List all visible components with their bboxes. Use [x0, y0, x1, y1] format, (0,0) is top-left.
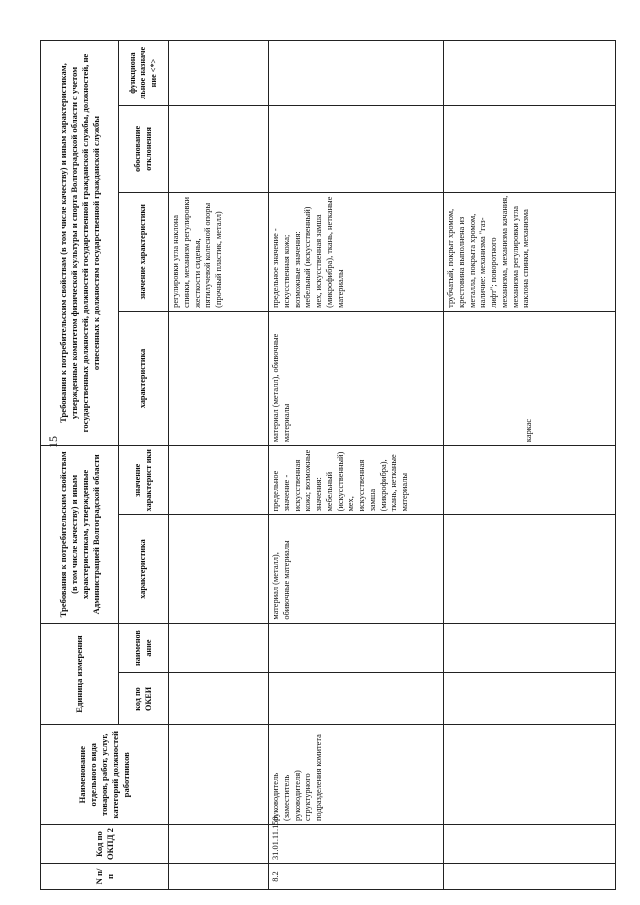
cell-unit-name	[269, 623, 444, 673]
cell-unit-code	[169, 673, 269, 725]
cell-committee-reason	[444, 106, 616, 193]
cell-okpd: 31.01.11.150.	[269, 825, 444, 864]
header-committee-characteristic: характеристика	[119, 311, 169, 445]
header-okpd: Код по ОКПД 2	[41, 825, 169, 864]
cell-unit-name	[444, 623, 616, 673]
header-admin-value: значение характерист ики	[119, 446, 169, 515]
cell-committee-purpose	[169, 41, 269, 106]
cell-name: руководитель (заместитель руководителя) структурного подразделения комитета	[269, 725, 444, 825]
table-row	[444, 41, 616, 890]
cell-unit-name	[169, 623, 269, 673]
page-number: 15	[46, 436, 60, 448]
cell-unit-code	[269, 673, 444, 725]
cell-admin-characteristic	[444, 515, 616, 623]
table-row	[169, 41, 269, 890]
cell-committee-characteristic	[169, 311, 269, 445]
rotated-table-sheet	[40, 40, 620, 890]
cell-committee-characteristic: материал (металл), обивочные материалы	[269, 311, 444, 445]
cell-committee-reason	[269, 106, 444, 193]
header-unit-code: код по ОКЕИ	[119, 673, 169, 725]
requirements-table	[40, 40, 616, 890]
cell-committee-characteristic: каркас	[444, 311, 616, 445]
cell-committee-value: трубчатый, покрыт хромом, крестовина выполнена из металла, покрыта хромом, наличие: механизма "газ-лифт"; поворотного механизма, механизма качания, механизма регулировки угла наклона спинки, механизма	[444, 192, 616, 311]
header-admin-requirements: Требования к потребительским свойствам (в том числе качеству) и иным характеристикам, утвержденные Администрацией Волгоградской области	[41, 446, 119, 624]
cell-committee-purpose	[444, 41, 616, 106]
cell-admin-value	[444, 446, 616, 515]
header-committee-value: значение характеристики	[119, 192, 169, 311]
header-committee-requirements: Требования к потребительским свойствам (в том числе качеству) и иным характеристикам, утвержденные комитетом физической культуры и спорта Волгоградской области с учетом государственных должностей, должностей государственной гражданской службы, должностей, не отнесенных к должностям государственной гражданской службы	[41, 41, 119, 446]
cell-admin-characteristic: материал (металл), обивочные материалы	[269, 515, 444, 623]
cell-committee-reason	[169, 106, 269, 193]
header-name: Наименование отдельного вида товаров, работ, услуг, категорий должностей работников	[41, 725, 169, 825]
header-unit: Единица измерения	[41, 623, 119, 725]
cell-unit-code	[444, 673, 616, 725]
header-committee-reason: обоснование отклонения	[119, 106, 169, 193]
cell-committee-value: регулировки угла наклона спинки, механизм регулировки жесткости сиденья, пятилучевой колесной опоры (прочный пластик, металл)	[169, 192, 269, 311]
table-row	[269, 41, 444, 890]
header-num: N п/п	[41, 864, 169, 890]
cell-num: 8.2	[269, 864, 444, 890]
cell-okpd	[444, 825, 616, 864]
cell-admin-value	[169, 446, 269, 515]
cell-admin-value: предельное значение - искусственная кожа; возможные значения: мебельный (искусственный) мех, искусственная замша (микрофибра), ткань, нетканые материалы	[269, 446, 444, 515]
cell-num	[444, 864, 616, 890]
header-unit-name: наименов ание	[119, 623, 169, 673]
cell-name	[444, 725, 616, 825]
cell-okpd	[169, 825, 269, 864]
cell-committee-purpose	[269, 41, 444, 106]
cell-name	[169, 725, 269, 825]
cell-num	[169, 864, 269, 890]
header-admin-characteristic: характеристика	[119, 515, 169, 623]
cell-committee-value: предельное значение - искусственная кожа; возможные значения: мебельный (искусственный) мех, искусственная замша (микрофибра), ткань, нетканые материалы	[269, 192, 444, 311]
header-committee-purpose: функциона льное назначе ние <*>	[119, 41, 169, 106]
cell-admin-characteristic	[169, 515, 269, 623]
